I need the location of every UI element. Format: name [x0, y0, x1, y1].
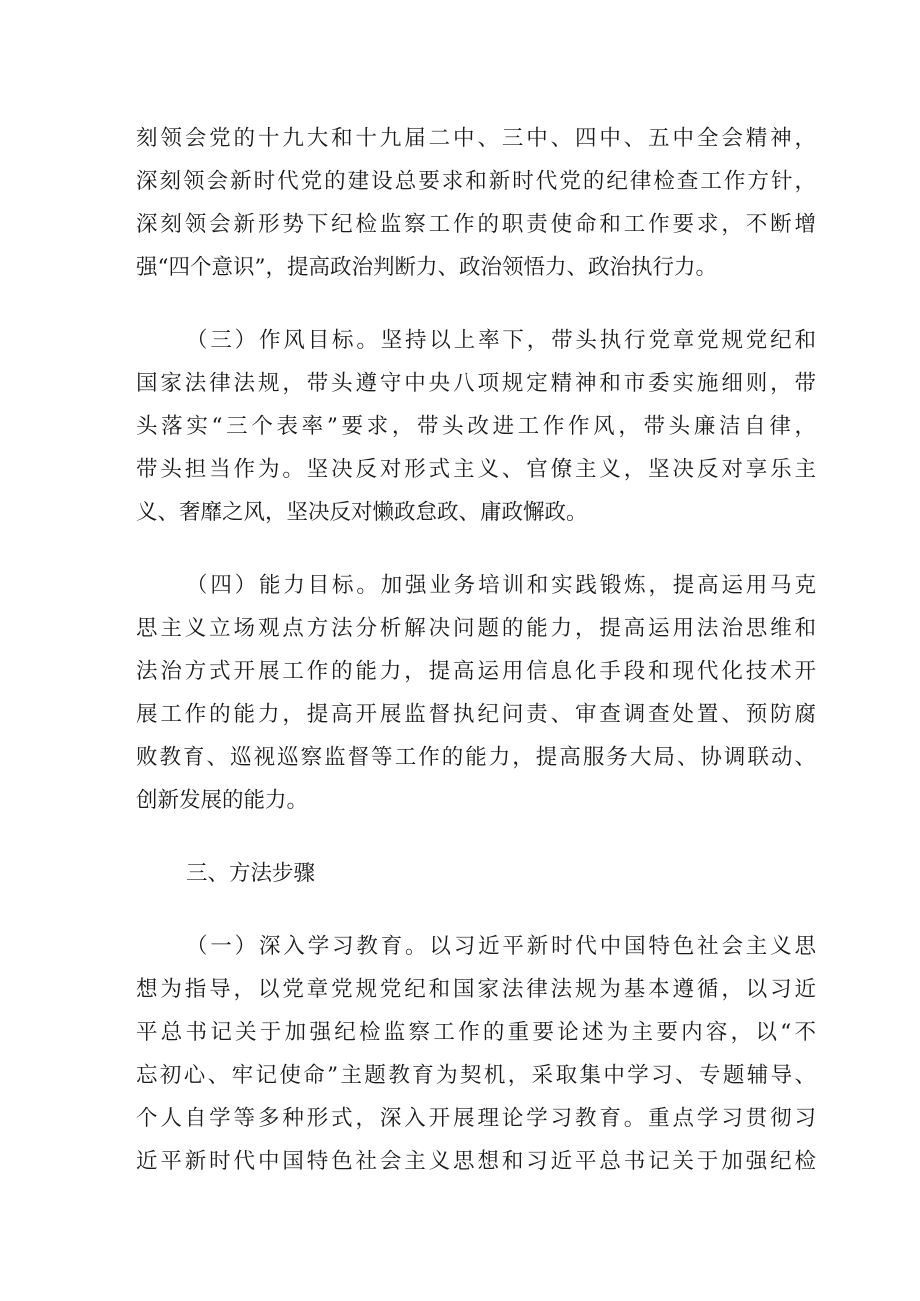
- section-heading-methods: [136, 852, 816, 895]
- text-line: 国家法律法规，带头遵守中央八项规定精神和市委实施细则，带: [136, 371, 816, 396]
- paragraph-style-goal: [136, 319, 816, 534]
- paragraph-spacer: [136, 289, 816, 319]
- text-line: 刻领会党的十九大和十九届二中、三中、四中、五中全会精神，: [136, 126, 816, 151]
- text-line: 个人自学等多种形式，深入开展理论学习教育。重点学习贯彻习: [136, 1106, 816, 1131]
- document-body: [136, 117, 816, 1183]
- text-line: 展工作的能力，提高开展监督执纪问责、审查调查处置、预防腐: [136, 702, 816, 727]
- text-line: 带头担当作为。坚决反对形式主义、官僚主义，坚决反对享乐主: [136, 457, 816, 482]
- text-line: 思主义立场观点方法分析解决问题的能力，提高运用法治思维和: [136, 616, 816, 641]
- text-line: 近平新时代中国特色社会主义思想和习近平总书记关于加强纪检: [136, 1149, 816, 1174]
- paragraph-spacer: [136, 895, 816, 925]
- paragraph-ability-goal: [136, 564, 816, 822]
- text-line: （一）深入学习教育。以习近平新时代中国特色社会主义思: [186, 934, 816, 959]
- text-line: 头落实“三个表率”要求，带头改进工作作风，带头廉洁自律，: [136, 414, 816, 439]
- text-line: 义、奢靡之风，坚决反对懒政怠政、庸政懈政。: [136, 500, 588, 525]
- paragraph-spacer: [136, 822, 816, 852]
- text-line: 创新发展的能力。: [136, 788, 309, 813]
- text-line: 平总书记关于加强纪检监察工作的重要论述为主要内容，以“不: [136, 1020, 816, 1045]
- section-heading: 三、方法步骤: [186, 861, 316, 886]
- text-line: 败教育、巡视巡察监督等工作的能力，提高服务大局、协调联动、: [136, 745, 816, 770]
- text-line: 深刻领会新形势下纪检监察工作的职责使命和工作要求，不断增: [136, 212, 816, 237]
- paragraph-spacer: [136, 534, 816, 564]
- paragraph-consciousness-goal: [136, 117, 816, 289]
- paragraph-study-education: [136, 925, 816, 1183]
- text-line: 深刻领会新时代党的建设总要求和新时代党的纪律检查工作方针，: [136, 169, 816, 194]
- text-line: （三）作风目标。坚持以上率下，带头执行党章党规党纪和: [186, 328, 816, 353]
- text-line: 忘初心、牢记使命”主题教育为契机，采取集中学习、专题辅导、: [136, 1063, 816, 1088]
- text-line: 想为指导，以党章党规党纪和国家法律法规为基本遵循，以习近: [136, 977, 816, 1002]
- text-line: （四）能力目标。加强业务培训和实践锻炼，提高运用马克: [186, 573, 816, 598]
- text-line: 强“四个意识”，提高政治判断力、政治领悟力、政治执行力。: [136, 255, 717, 280]
- text-line: 法治方式开展工作的能力，提高运用信息化手段和现代化技术开: [136, 659, 816, 684]
